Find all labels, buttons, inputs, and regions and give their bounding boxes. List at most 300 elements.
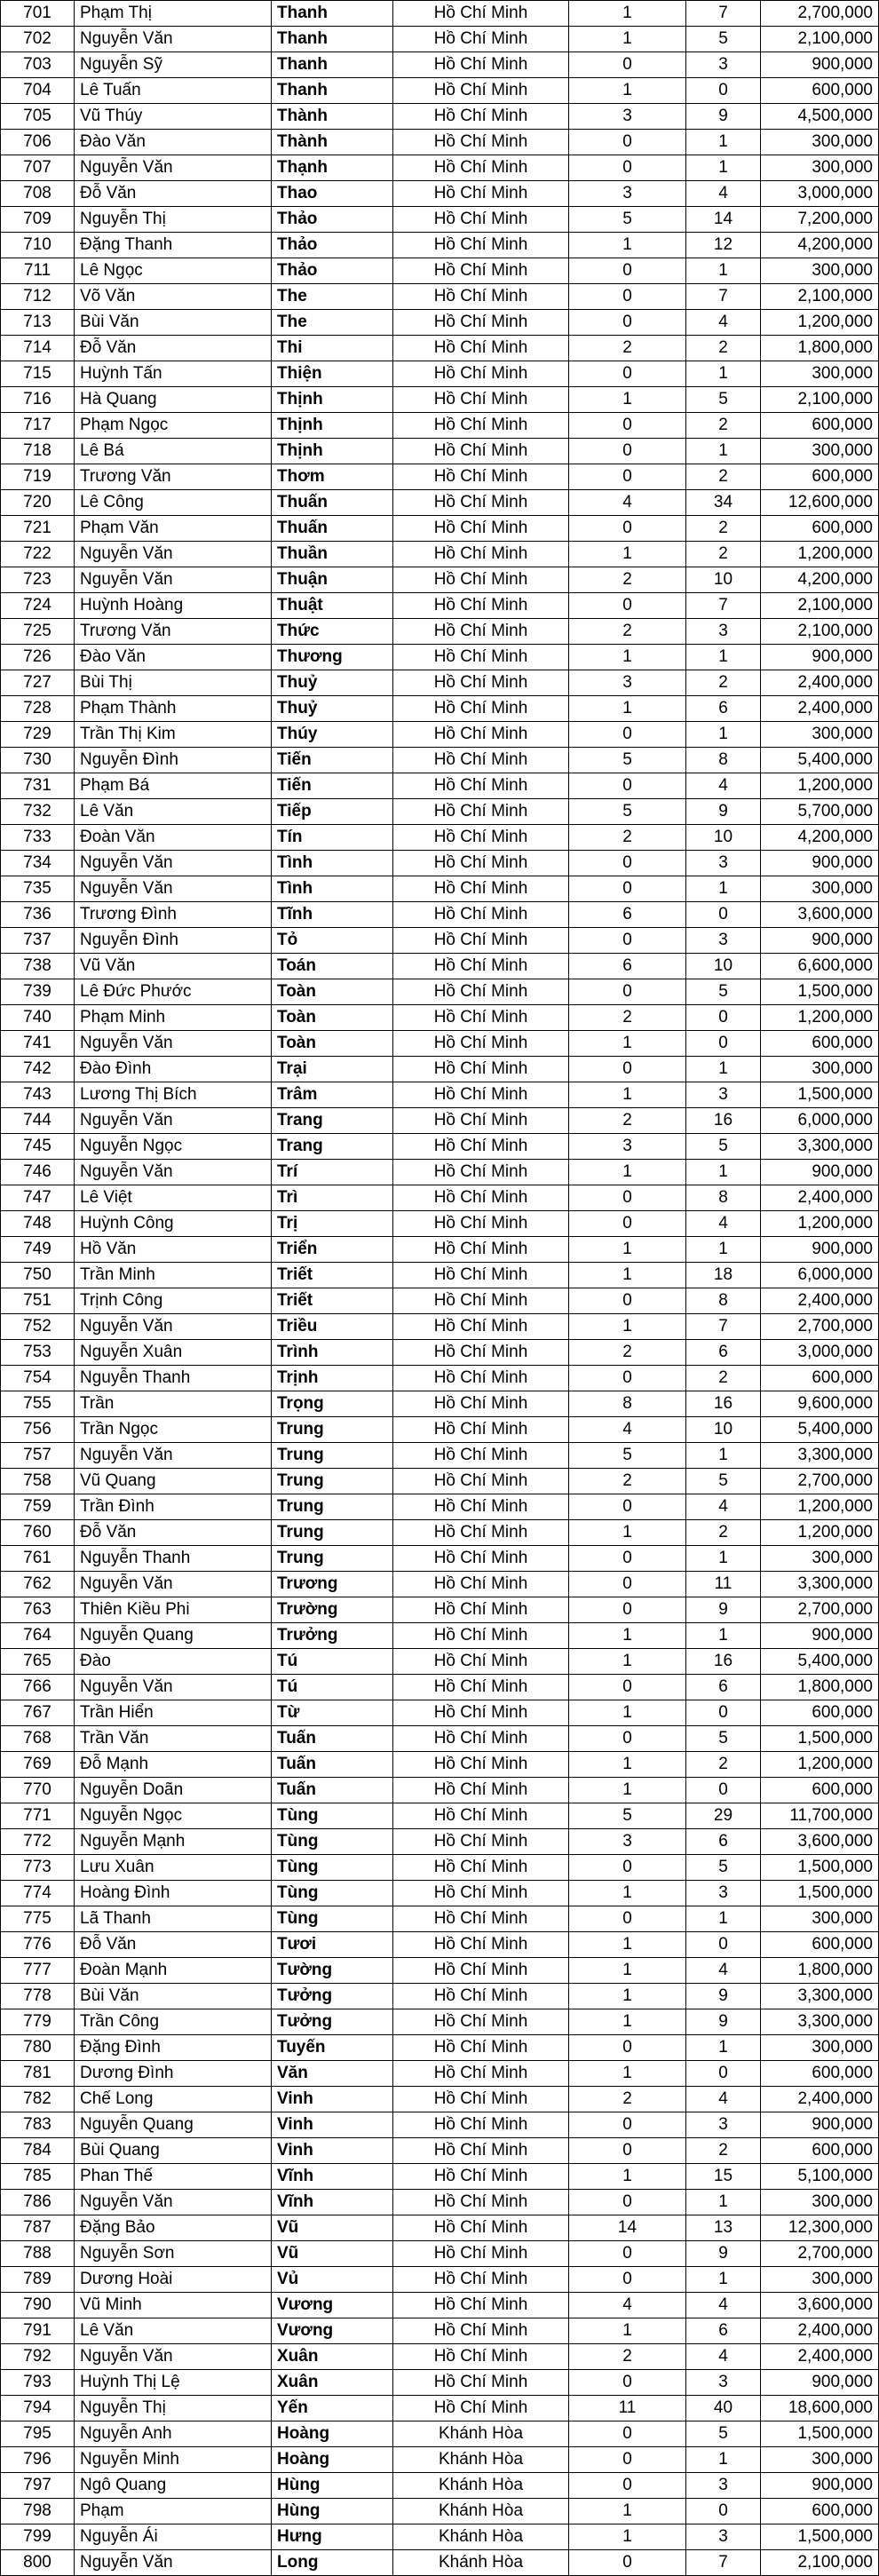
province-cell: Hồ Chí Minh — [393, 1057, 569, 1082]
row-number-cell: 724 — [1, 593, 75, 619]
table-row — [1, 928, 879, 954]
given-name-cell: Tình — [272, 851, 393, 876]
row-number-cell: 703 — [1, 52, 75, 78]
province-cell: Hồ Chí Minh — [393, 825, 569, 851]
given-name-cell: Thúy — [272, 722, 393, 748]
amount-cell: 300,000 — [761, 439, 879, 464]
amount-cell: 2,700,000 — [761, 1469, 879, 1494]
surname-cell: Trương Văn — [75, 464, 272, 490]
given-name-cell: Tiến — [272, 773, 393, 799]
count-a-cell: 1 — [569, 542, 686, 567]
table-row — [1, 52, 879, 78]
amount-cell: 1,800,000 — [761, 1675, 879, 1700]
count-b-cell: 10 — [686, 825, 761, 851]
province-cell: Khánh Hòa — [393, 2524, 569, 2550]
given-name-cell: Vĩnh — [272, 2190, 393, 2215]
row-number-cell: 800 — [1, 2550, 75, 2576]
row-number-cell: 731 — [1, 773, 75, 799]
given-name-cell: Trung — [272, 1546, 393, 1572]
amount-cell: 5,700,000 — [761, 799, 879, 825]
table-row — [1, 1185, 879, 1211]
surname-cell: Trần Công — [75, 2009, 272, 2035]
table-row — [1, 1082, 879, 1108]
given-name-cell: Trị — [272, 1211, 393, 1237]
count-b-cell: 5 — [686, 1134, 761, 1160]
count-a-cell: 0 — [569, 979, 686, 1005]
given-name-cell: Thịnh — [272, 439, 393, 464]
row-number-cell: 775 — [1, 1906, 75, 1932]
count-b-cell: 8 — [686, 1185, 761, 1211]
given-name-cell: Trang — [272, 1134, 393, 1160]
table-row — [1, 2087, 879, 2112]
count-a-cell: 2 — [569, 1108, 686, 1134]
table-row — [1, 310, 879, 336]
count-a-cell: 0 — [569, 1211, 686, 1237]
count-b-cell: 6 — [686, 2318, 761, 2344]
province-cell: Hồ Chí Minh — [393, 516, 569, 542]
amount-cell: 600,000 — [761, 78, 879, 104]
amount-cell: 2,400,000 — [761, 696, 879, 722]
count-b-cell: 1 — [686, 2447, 761, 2473]
given-name-cell: Trung — [272, 1494, 393, 1520]
given-name-cell: Vinh — [272, 2087, 393, 2112]
province-cell: Hồ Chí Minh — [393, 490, 569, 516]
count-b-cell: 7 — [686, 2550, 761, 2576]
given-name-cell: Tươi — [272, 1932, 393, 1958]
table-row — [1, 876, 879, 902]
province-cell: Hồ Chí Minh — [393, 1469, 569, 1494]
count-b-cell: 9 — [686, 104, 761, 130]
province-cell: Hồ Chí Minh — [393, 696, 569, 722]
amount-cell: 2,100,000 — [761, 387, 879, 413]
count-b-cell: 4 — [686, 2087, 761, 2112]
table-row — [1, 413, 879, 439]
count-b-cell: 0 — [686, 902, 761, 928]
surname-cell: Nguyễn Doãn — [75, 1778, 272, 1803]
table-row — [1, 1623, 879, 1649]
amount-cell: 3,600,000 — [761, 1829, 879, 1855]
given-name-cell: Thuật — [272, 593, 393, 619]
given-name-cell: Vĩnh — [272, 2164, 393, 2190]
row-number-cell: 739 — [1, 979, 75, 1005]
given-name-cell: Tín — [272, 825, 393, 851]
given-name-cell: Thi — [272, 336, 393, 361]
given-name-cell: Trung — [272, 1520, 393, 1546]
surname-cell: Nguyễn Ngọc — [75, 1803, 272, 1829]
count-b-cell: 9 — [686, 1597, 761, 1623]
row-number-cell: 725 — [1, 619, 75, 645]
surname-cell: Nguyễn Văn — [75, 851, 272, 876]
table-row — [1, 1031, 879, 1057]
province-cell: Hồ Chí Minh — [393, 1, 569, 27]
surname-cell: Lê Đức Phước — [75, 979, 272, 1005]
row-number-cell: 733 — [1, 825, 75, 851]
amount-cell: 600,000 — [761, 2499, 879, 2524]
amount-cell: 2,400,000 — [761, 2344, 879, 2370]
count-a-cell: 0 — [569, 1057, 686, 1082]
count-b-cell: 5 — [686, 1469, 761, 1494]
amount-cell: 1,500,000 — [761, 2421, 879, 2447]
count-b-cell: 4 — [686, 310, 761, 336]
count-b-cell: 4 — [686, 2293, 761, 2318]
count-a-cell: 6 — [569, 902, 686, 928]
row-number-cell: 746 — [1, 1160, 75, 1185]
given-name-cell: Thuỷ — [272, 696, 393, 722]
count-a-cell: 0 — [569, 773, 686, 799]
table-row — [1, 1288, 879, 1314]
province-cell: Hồ Chí Minh — [393, 670, 569, 696]
count-b-cell: 3 — [686, 2370, 761, 2396]
given-name-cell: Tuấn — [272, 1752, 393, 1778]
count-b-cell: 4 — [686, 1494, 761, 1520]
amount-cell: 1,200,000 — [761, 1494, 879, 1520]
row-number-cell: 754 — [1, 1366, 75, 1391]
amount-cell: 900,000 — [761, 851, 879, 876]
surname-cell: Nguyễn Mạnh — [75, 1829, 272, 1855]
given-name-cell: Xuân — [272, 2344, 393, 2370]
surname-cell: Nguyễn Văn — [75, 1031, 272, 1057]
given-name-cell: Tường — [272, 1958, 393, 1984]
count-b-cell: 6 — [686, 1675, 761, 1700]
count-a-cell: 2 — [569, 825, 686, 851]
row-number-cell: 721 — [1, 516, 75, 542]
given-name-cell: Trung — [272, 1469, 393, 1494]
province-cell: Hồ Chí Minh — [393, 1005, 569, 1031]
count-b-cell: 1 — [686, 2267, 761, 2293]
amount-cell: 900,000 — [761, 52, 879, 78]
given-name-cell: Tuấn — [272, 1778, 393, 1803]
count-a-cell: 4 — [569, 2293, 686, 2318]
count-b-cell: 1 — [686, 130, 761, 155]
amount-cell: 2,400,000 — [761, 1185, 879, 1211]
province-cell: Hồ Chí Minh — [393, 2241, 569, 2267]
table-row — [1, 1803, 879, 1829]
surname-cell: Đỗ Văn — [75, 181, 272, 207]
count-a-cell: 4 — [569, 490, 686, 516]
count-b-cell: 3 — [686, 1881, 761, 1906]
amount-cell: 300,000 — [761, 1546, 879, 1572]
province-cell: Hồ Chí Minh — [393, 155, 569, 181]
given-name-cell: Toàn — [272, 1005, 393, 1031]
count-a-cell: 1 — [569, 1958, 686, 1984]
count-a-cell: 0 — [569, 439, 686, 464]
row-number-cell: 716 — [1, 387, 75, 413]
count-a-cell: 11 — [569, 2396, 686, 2421]
surname-cell: Bùi Văn — [75, 310, 272, 336]
row-number-cell: 769 — [1, 1752, 75, 1778]
amount-cell: 11,700,000 — [761, 1803, 879, 1829]
count-a-cell: 0 — [569, 1366, 686, 1391]
count-b-cell: 12 — [686, 233, 761, 258]
count-b-cell: 4 — [686, 181, 761, 207]
surname-cell: Lê Công — [75, 490, 272, 516]
count-a-cell: 1 — [569, 1700, 686, 1726]
province-cell: Khánh Hòa — [393, 2550, 569, 2576]
count-b-cell: 9 — [686, 2241, 761, 2267]
row-number-cell: 701 — [1, 1, 75, 27]
surname-cell: Võ Văn — [75, 284, 272, 310]
count-b-cell: 1 — [686, 1623, 761, 1649]
province-cell: Hồ Chí Minh — [393, 1391, 569, 1417]
amount-cell: 6,000,000 — [761, 1263, 879, 1288]
given-name-cell: Trịnh — [272, 1366, 393, 1391]
count-a-cell: 2 — [569, 2087, 686, 2112]
amount-cell: 1,500,000 — [761, 1855, 879, 1881]
given-name-cell: Toàn — [272, 979, 393, 1005]
surname-cell: Đặng Đình — [75, 2035, 272, 2061]
surname-cell: Trương Đình — [75, 902, 272, 928]
table-row — [1, 1, 879, 27]
surname-cell: Vũ Thúy — [75, 104, 272, 130]
surname-cell: Đào Văn — [75, 130, 272, 155]
surname-cell: Lê Tuấn — [75, 78, 272, 104]
province-cell: Hồ Chí Minh — [393, 876, 569, 902]
count-a-cell: 2 — [569, 336, 686, 361]
table-row — [1, 696, 879, 722]
amount-cell: 600,000 — [761, 1366, 879, 1391]
count-a-cell: 3 — [569, 181, 686, 207]
given-name-cell: Hưng — [272, 2524, 393, 2550]
given-name-cell: Hoàng — [272, 2421, 393, 2447]
province-cell: Hồ Chí Minh — [393, 387, 569, 413]
row-number-cell: 741 — [1, 1031, 75, 1057]
given-name-cell: Từ — [272, 1700, 393, 1726]
count-a-cell: 0 — [569, 876, 686, 902]
surname-cell: Đỗ Văn — [75, 336, 272, 361]
count-a-cell: 4 — [569, 1417, 686, 1443]
surname-cell: Nguyễn Thị — [75, 207, 272, 233]
surname-cell: Trần Minh — [75, 1263, 272, 1288]
given-name-cell: Thanh — [272, 52, 393, 78]
amount-cell: 3,300,000 — [761, 1984, 879, 2009]
table-row — [1, 799, 879, 825]
count-a-cell: 1 — [569, 2499, 686, 2524]
count-b-cell: 16 — [686, 1649, 761, 1675]
count-b-cell: 1 — [686, 722, 761, 748]
amount-cell: 900,000 — [761, 928, 879, 954]
count-a-cell: 1 — [569, 1778, 686, 1803]
province-cell: Hồ Chí Minh — [393, 1597, 569, 1623]
count-b-cell: 6 — [686, 696, 761, 722]
surname-cell: Nguyễn Văn — [75, 1572, 272, 1597]
province-cell: Hồ Chí Minh — [393, 2164, 569, 2190]
amount-cell: 1,200,000 — [761, 310, 879, 336]
amount-cell: 2,100,000 — [761, 2550, 879, 2576]
province-cell: Hồ Chí Minh — [393, 1108, 569, 1134]
row-number-cell: 707 — [1, 155, 75, 181]
amount-cell: 2,100,000 — [761, 284, 879, 310]
count-b-cell: 7 — [686, 593, 761, 619]
count-b-cell: 5 — [686, 1855, 761, 1881]
province-cell: Hồ Chí Minh — [393, 1623, 569, 1649]
table-row — [1, 2344, 879, 2370]
surname-cell: Nguyễn Ngọc — [75, 1134, 272, 1160]
count-b-cell: 3 — [686, 851, 761, 876]
count-b-cell: 0 — [686, 2499, 761, 2524]
table-row — [1, 258, 879, 284]
count-a-cell: 1 — [569, 1520, 686, 1546]
count-b-cell: 9 — [686, 1984, 761, 2009]
province-cell: Hồ Chí Minh — [393, 130, 569, 155]
surname-cell: Phạm Văn — [75, 516, 272, 542]
amount-cell: 300,000 — [761, 1057, 879, 1082]
province-cell: Hồ Chí Minh — [393, 1572, 569, 1597]
count-a-cell: 0 — [569, 593, 686, 619]
province-cell: Khánh Hòa — [393, 2499, 569, 2524]
row-number-cell: 702 — [1, 27, 75, 52]
row-number-cell: 736 — [1, 902, 75, 928]
table-row — [1, 104, 879, 130]
count-a-cell: 2 — [569, 567, 686, 593]
table-row — [1, 2499, 879, 2524]
given-name-cell: Trí — [272, 1160, 393, 1185]
surname-cell: Đỗ Mạnh — [75, 1752, 272, 1778]
given-name-cell: Tuyến — [272, 2035, 393, 2061]
amount-cell: 300,000 — [761, 1906, 879, 1932]
amount-cell: 3,600,000 — [761, 902, 879, 928]
row-number-cell: 730 — [1, 748, 75, 773]
table-row — [1, 27, 879, 52]
amount-cell: 600,000 — [761, 2061, 879, 2087]
given-name-cell: Thảo — [272, 233, 393, 258]
amount-cell: 1,500,000 — [761, 979, 879, 1005]
amount-cell: 3,300,000 — [761, 1134, 879, 1160]
row-number-cell: 764 — [1, 1623, 75, 1649]
count-b-cell: 2 — [686, 413, 761, 439]
amount-cell: 3,000,000 — [761, 1340, 879, 1366]
amount-cell: 600,000 — [761, 413, 879, 439]
amount-cell: 12,600,000 — [761, 490, 879, 516]
amount-cell: 5,400,000 — [761, 1649, 879, 1675]
given-name-cell: Thành — [272, 130, 393, 155]
count-b-cell: 1 — [686, 361, 761, 387]
given-name-cell: Trung — [272, 1417, 393, 1443]
surname-cell: Nguyễn Minh — [75, 2447, 272, 2473]
given-name-cell: Tùng — [272, 1906, 393, 1932]
count-b-cell: 3 — [686, 2473, 761, 2499]
given-name-cell: Triều — [272, 1314, 393, 1340]
count-b-cell: 40 — [686, 2396, 761, 2421]
count-b-cell: 5 — [686, 27, 761, 52]
table-row — [1, 1057, 879, 1082]
amount-cell: 18,600,000 — [761, 2396, 879, 2421]
surname-cell: Đặng Bảo — [75, 2215, 272, 2241]
count-a-cell: 0 — [569, 1546, 686, 1572]
table-row — [1, 1340, 879, 1366]
table-row — [1, 1443, 879, 1469]
row-number-cell: 732 — [1, 799, 75, 825]
count-a-cell: 1 — [569, 2061, 686, 2087]
table-row — [1, 387, 879, 413]
province-cell: Hồ Chí Minh — [393, 1417, 569, 1443]
count-b-cell: 2 — [686, 1520, 761, 1546]
table-row — [1, 1932, 879, 1958]
count-b-cell: 29 — [686, 1803, 761, 1829]
surname-cell: Nguyễn Văn — [75, 2550, 272, 2576]
row-number-cell: 713 — [1, 310, 75, 336]
row-number-cell: 734 — [1, 851, 75, 876]
surname-cell: Nguyễn Văn — [75, 2344, 272, 2370]
province-cell: Hồ Chí Minh — [393, 439, 569, 464]
given-name-cell: Tưởng — [272, 2009, 393, 2035]
surname-cell: Phan Thế — [75, 2164, 272, 2190]
count-b-cell: 2 — [686, 464, 761, 490]
surname-cell: Đoàn Văn — [75, 825, 272, 851]
row-number-cell: 743 — [1, 1082, 75, 1108]
surname-cell: Nguyễn Văn — [75, 542, 272, 567]
province-cell: Hồ Chí Minh — [393, 310, 569, 336]
amount-cell: 1,500,000 — [761, 1726, 879, 1752]
count-b-cell: 3 — [686, 2112, 761, 2138]
count-b-cell: 3 — [686, 1082, 761, 1108]
row-number-cell: 712 — [1, 284, 75, 310]
count-a-cell: 5 — [569, 799, 686, 825]
amount-cell: 4,200,000 — [761, 567, 879, 593]
table-row — [1, 979, 879, 1005]
province-cell: Hồ Chí Minh — [393, 2035, 569, 2061]
table-body — [1, 1, 879, 2576]
province-cell: Khánh Hòa — [393, 2447, 569, 2473]
surname-cell: Đỗ Văn — [75, 1520, 272, 1546]
amount-cell: 600,000 — [761, 464, 879, 490]
given-name-cell: Trâm — [272, 1082, 393, 1108]
amount-cell: 2,100,000 — [761, 27, 879, 52]
row-number-cell: 761 — [1, 1546, 75, 1572]
table-row — [1, 1700, 879, 1726]
row-number-cell: 797 — [1, 2473, 75, 2499]
table-row — [1, 1160, 879, 1185]
province-cell: Hồ Chí Minh — [393, 1932, 569, 1958]
row-number-cell: 770 — [1, 1778, 75, 1803]
count-b-cell: 0 — [686, 1005, 761, 1031]
table-row — [1, 722, 879, 748]
given-name-cell: Thảo — [272, 207, 393, 233]
count-a-cell: 1 — [569, 1881, 686, 1906]
count-a-cell: 1 — [569, 1314, 686, 1340]
table-row — [1, 2524, 879, 2550]
table-row — [1, 1134, 879, 1160]
row-number-cell: 755 — [1, 1391, 75, 1417]
count-b-cell: 4 — [686, 1211, 761, 1237]
count-b-cell: 15 — [686, 2164, 761, 2190]
province-cell: Hồ Chí Minh — [393, 799, 569, 825]
amount-cell: 600,000 — [761, 516, 879, 542]
count-a-cell: 0 — [569, 2370, 686, 2396]
amount-cell: 600,000 — [761, 2138, 879, 2164]
count-a-cell: 1 — [569, 696, 686, 722]
given-name-cell: Trì — [272, 1185, 393, 1211]
amount-cell: 300,000 — [761, 876, 879, 902]
row-number-cell: 740 — [1, 1005, 75, 1031]
amount-cell: 3,600,000 — [761, 2293, 879, 2318]
province-cell: Hồ Chí Minh — [393, 2112, 569, 2138]
row-number-cell: 776 — [1, 1932, 75, 1958]
province-cell: Hồ Chí Minh — [393, 2215, 569, 2241]
row-number-cell: 786 — [1, 2190, 75, 2215]
given-name-cell: Tùng — [272, 1803, 393, 1829]
amount-cell: 900,000 — [761, 2370, 879, 2396]
row-number-cell: 728 — [1, 696, 75, 722]
count-a-cell: 1 — [569, 1031, 686, 1057]
surname-cell: Trần Thị Kim — [75, 722, 272, 748]
row-number-cell: 773 — [1, 1855, 75, 1881]
count-b-cell: 5 — [686, 2421, 761, 2447]
row-number-cell: 768 — [1, 1726, 75, 1752]
given-name-cell: Thành — [272, 104, 393, 130]
given-name-cell: Triết — [272, 1288, 393, 1314]
row-number-cell: 715 — [1, 361, 75, 387]
province-cell: Hồ Chí Minh — [393, 542, 569, 567]
